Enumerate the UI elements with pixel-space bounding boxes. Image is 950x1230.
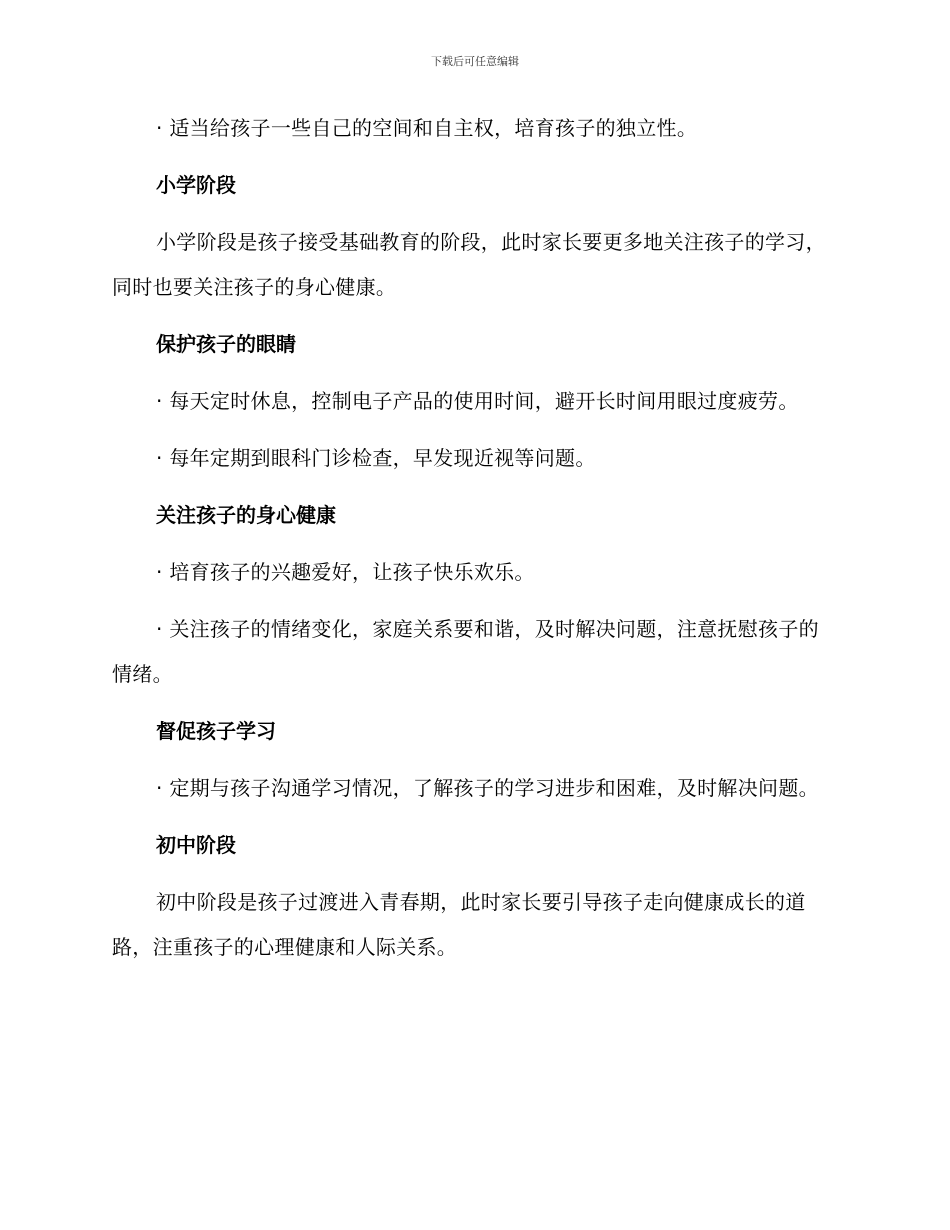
bullet-hobbies: · 培育孩子的兴趣爱好，让孩子快乐欢乐。 <box>156 560 535 584</box>
bullet-emotions: · 关注孩子的情绪变化，家庭关系要和谐，及时解决问题，注意抚慰孩子的情绪。 <box>112 617 819 686</box>
heading-junior-high: 初中阶段 <box>156 833 236 857</box>
heading-physical-mental-health: 关注孩子的身心健康 <box>156 503 336 527</box>
paragraph-primary-school: 小学阶段是孩子接受基础教育的阶段，此时家长要更多地关注孩子的学习，同时也要关注孩子的身心健康。 <box>112 230 826 299</box>
heading-supervise-study: 督促孩子学习 <box>156 719 276 743</box>
bullet-communication: · 定期与孩子沟通学习情况，了解孩子的学习进步和困难，及时解决问题。 <box>156 776 819 800</box>
bullet-eye-checkup: · 每年定期到眼科门诊检查，早发现近视等问题。 <box>156 446 596 470</box>
heading-primary-school: 小学阶段 <box>156 173 236 197</box>
heading-protect-eyes: 保护孩子的眼睛 <box>156 332 296 356</box>
paragraph-junior-high: 初中阶段是孩子过渡进入青春期，此时家长要引导孩子走向健康成长的道路，注重孩子的心理健康和人际关系。 <box>112 890 806 959</box>
bullet-independence: · 适当给孩子一些自己的空间和自主权，培育孩子的独立性。 <box>156 116 698 140</box>
page-header: 下载后可任意编辑 <box>431 55 519 68</box>
bullet-screen-time: · 每天定时休息，控制电子产品的使用时间，避开长时间用眼过度疲劳。 <box>156 389 799 413</box>
document-body <box>112 106 832 982</box>
